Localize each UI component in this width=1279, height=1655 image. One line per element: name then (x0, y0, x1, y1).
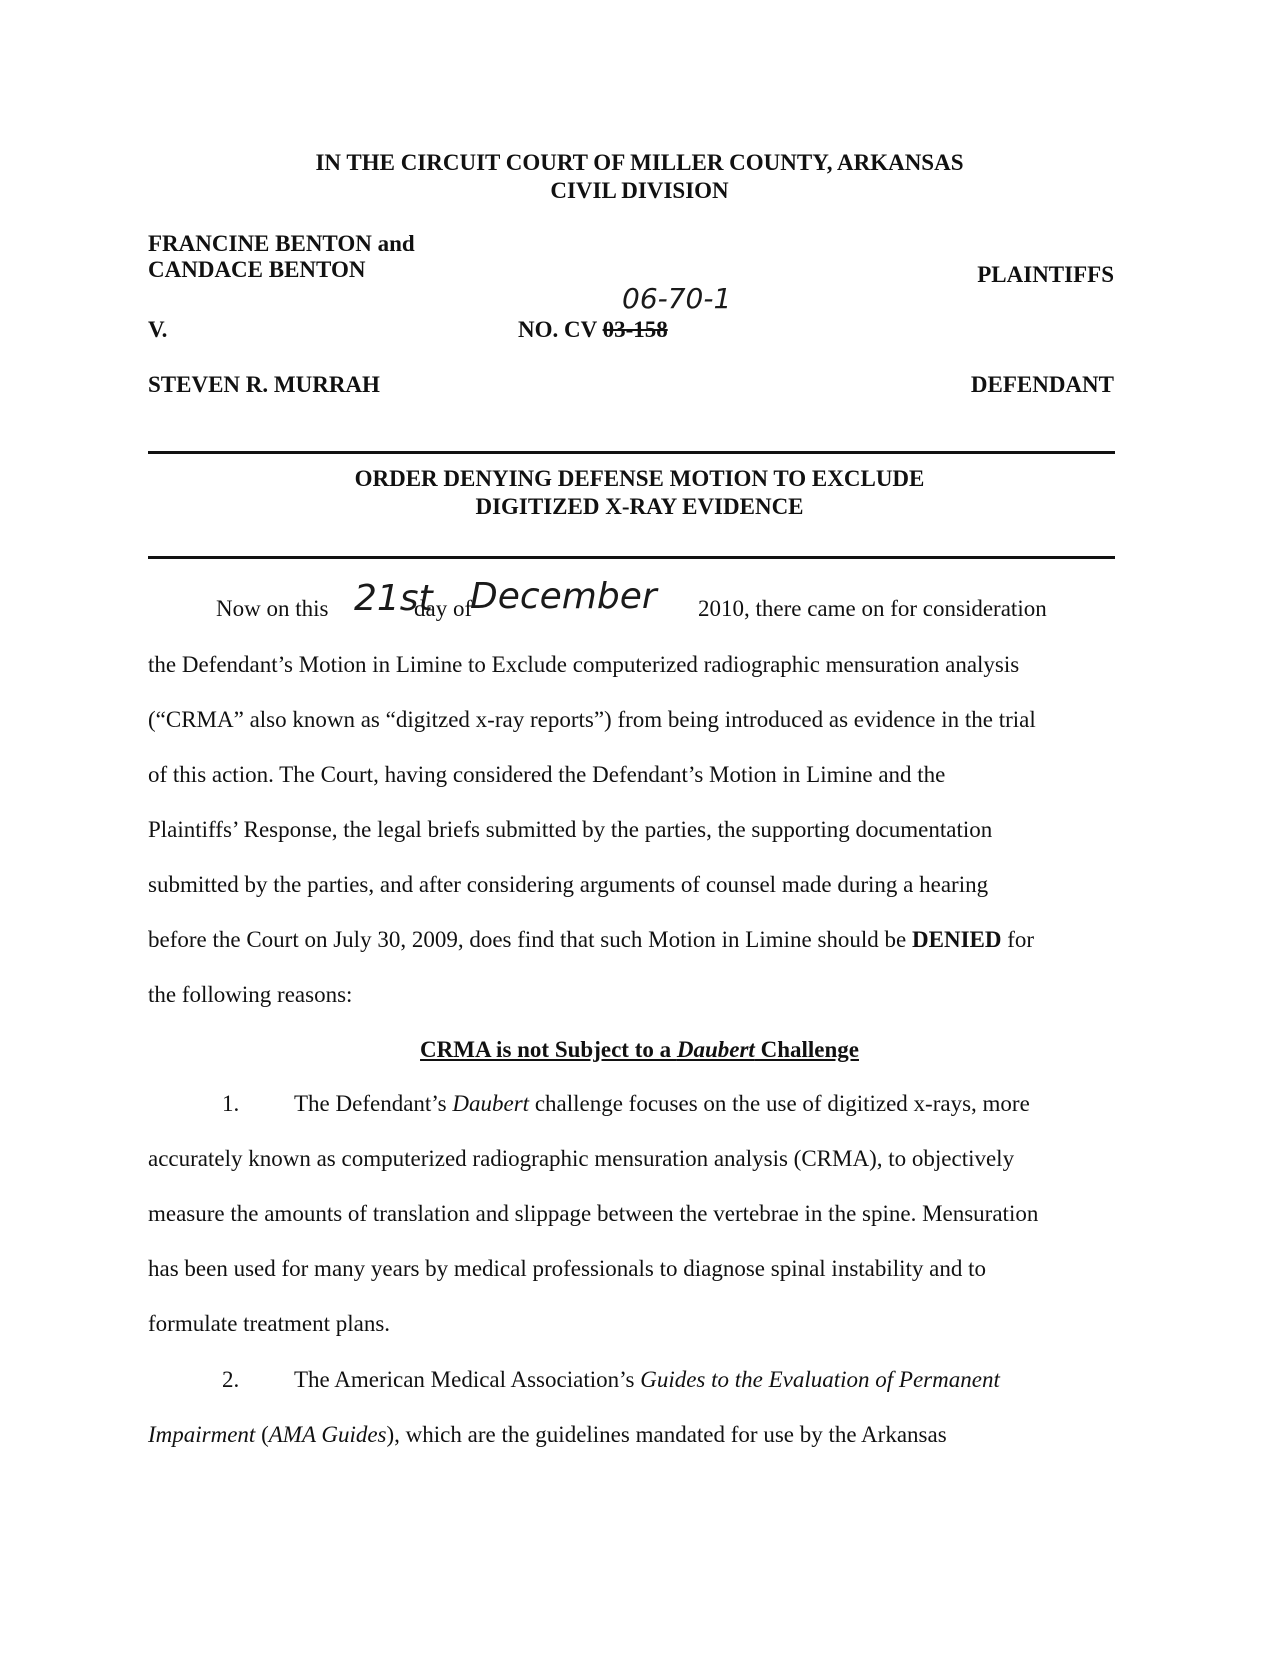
intro-line-4: of this action. The Court, having considered the Defendant’s Motion in Limine and the (148, 762, 946, 787)
section-heading-post: Challenge (754, 1037, 859, 1062)
intro-denied: DENIED (912, 927, 1002, 952)
intro-line-7 (148, 927, 1034, 953)
para1-line-3: measure the amounts of translation and slippage between the vertebrae in the spine. Mensuration (148, 1201, 1039, 1226)
defendant-label: DEFENDANT (970, 372, 1114, 397)
para1-line-5: formulate treatment plans. (148, 1311, 391, 1336)
intro-line-7-pre: before the Court on July 30, 2009, does find that such Motion in Limine should be (148, 927, 913, 952)
case-number-struck: 03-158 (602, 317, 668, 342)
section-heading-pre: CRMA is not Subject to a (420, 1037, 677, 1062)
defendant-name: STEVEN R. MURRAH (148, 372, 380, 397)
para1-line-4: has been used for many years by medical professionals to diagnose spinal instability and to (148, 1256, 987, 1281)
order-title-line1: ORDER DENYING DEFENSE MOTION TO EXCLUDE (354, 466, 925, 491)
para1-line-1 (294, 1091, 1030, 1117)
case-prefix: NO. CV (518, 317, 597, 342)
para2-line-2-mid: ( (255, 1422, 269, 1447)
para1-line-1-post: challenge focuses on the use of digitized x-rays, more (529, 1091, 1030, 1116)
para2-line-1-pre: The American Medical Association’s (294, 1367, 641, 1392)
section-heading (0, 1037, 1279, 1063)
intro-line-2: the Defendant’s Motion in Limine to Exclude computerized radiographic mensuration analysis (148, 652, 1020, 677)
para2-number: 2. (222, 1367, 240, 1392)
intro-year-rest: 2010, there came on for consideration (698, 596, 1047, 621)
intro-now-on-this: Now on this (216, 596, 329, 621)
para2-line-2-post: ), which are the guidelines mandated for use by the Arkansas (386, 1422, 947, 1447)
para2-line-2-italic-2: AMA Guides (268, 1422, 387, 1447)
case-number (518, 317, 668, 343)
court-name: IN THE CIRCUIT COURT OF MILLER COUNTY, ARKANSAS (315, 150, 964, 175)
handwritten-case-number: 06-70-1 (622, 282, 732, 315)
para2-line-1 (294, 1367, 1000, 1393)
para2-line-2 (148, 1422, 947, 1448)
section-heading-italic: Daubert (676, 1037, 755, 1062)
intro-day-of: day of (414, 596, 473, 621)
para1-line-1-pre: The Defendant’s (294, 1091, 453, 1116)
handwritten-day: 21st (354, 578, 433, 619)
versus-label: V. (148, 317, 168, 342)
para1-line-1-italic: Daubert (452, 1091, 530, 1116)
para2-line-2-italic-1: Impairment (148, 1422, 256, 1447)
divider-top (148, 451, 1115, 454)
para1-number: 1. (222, 1091, 240, 1116)
para2-line-1-italic: Guides to the Evaluation of Permanent (640, 1367, 1000, 1392)
plaintiff-name-1: FRANCINE BENTON and (148, 231, 415, 256)
handwritten-month: December (470, 576, 657, 617)
para1-line-2: accurately known as computerized radiographic mensuration analysis (CRMA), to objectively (148, 1146, 1015, 1171)
intro-line-7-post: for (1001, 927, 1035, 952)
intro-line-3: (“CRMA” also known as “digitzed x-ray reports”) from being introduced as evidence in the trial (148, 707, 1036, 732)
intro-line-6: submitted by the parties, and after considering arguments of counsel made during a hearing (148, 872, 989, 897)
plaintiffs-label: PLAINTIFFS (977, 262, 1114, 287)
plaintiff-name-2: CANDACE BENTON (148, 257, 366, 282)
divider-bottom (148, 556, 1115, 559)
order-title-line2: DIGITIZED X-RAY EVIDENCE (475, 494, 804, 519)
intro-line-8: the following reasons: (148, 982, 353, 1007)
court-division: CIVIL DIVISION (550, 178, 729, 203)
intro-line-5: Plaintiffs’ Response, the legal briefs submitted by the parties, the supporting documentation (148, 817, 993, 842)
